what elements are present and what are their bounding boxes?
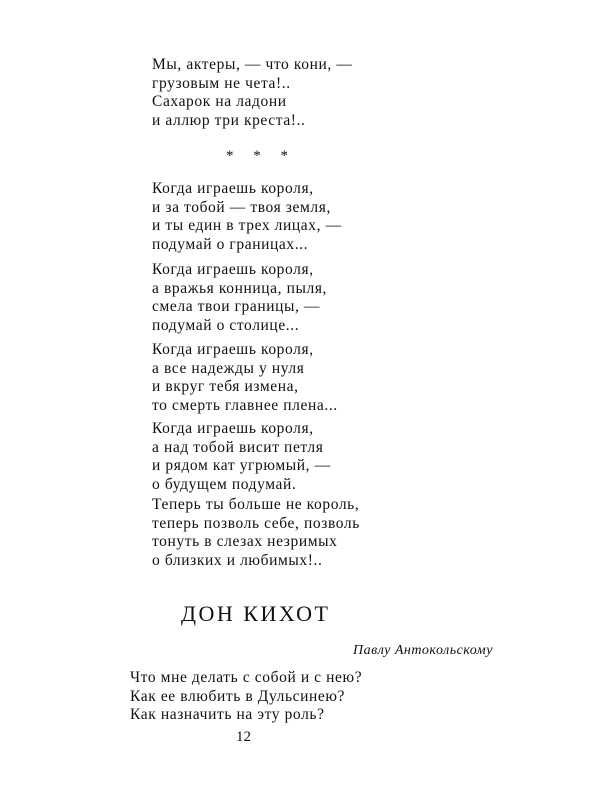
verse-line: и аллюр три креста!.. <box>152 111 306 129</box>
page-number: 12 <box>236 729 251 745</box>
verse-line: и за тобой — твоя земля, <box>152 198 331 216</box>
verse-line: Когда играешь короля, <box>152 341 314 358</box>
verse-line: подумай о столице... <box>152 316 300 334</box>
verse-line: и рядом кат угрюмый, — <box>152 457 331 475</box>
stanza-5 <box>152 420 331 494</box>
verse-line: а все надежды у нуля <box>152 359 305 377</box>
stanza-4 <box>152 341 338 415</box>
stanza-2 <box>152 180 342 254</box>
verse-line: о близких и любимых!.. <box>152 551 323 569</box>
section-separator: * * * <box>226 148 296 164</box>
verse-line: подумай о границах... <box>152 235 309 253</box>
stanza-6 <box>152 496 360 570</box>
verse-line: Когда играешь короля, <box>152 420 314 437</box>
verse-line: и вкруг тебя измена, <box>152 378 299 396</box>
verse-line: о будущем подумай. <box>152 475 297 493</box>
verse-line: то смерть главнее плена... <box>152 396 338 414</box>
verse-line: а вражья конница, пыля, <box>152 279 328 297</box>
verse-line: Теперь ты больше не король, <box>152 496 360 513</box>
verse-line: тонуть в слезах незримых <box>152 533 338 551</box>
poem-title: ДОН КИХОТ <box>181 601 331 626</box>
stanza-7 <box>130 669 362 725</box>
verse-line: а над тобой висит петля <box>152 438 324 456</box>
verse-line: Как ее влюбить в Дульсинею? <box>130 687 346 705</box>
dedication: Павлу Антокольскому <box>353 643 493 658</box>
verse-line: Сахарок на ладони <box>152 93 287 111</box>
verse-line: Что мне делать с собой и с нею? <box>130 669 363 686</box>
verse-line: грузовым не чета!.. <box>152 74 291 92</box>
stanza-3 <box>152 261 327 335</box>
verse-line: и ты един в трех лицах, — <box>152 217 342 235</box>
verse-line: теперь позволь себе, позволь <box>152 514 360 532</box>
verse-line: смела твои границы, — <box>152 298 321 316</box>
verse-line: Как назначить на эту роль? <box>130 706 325 724</box>
stanza-1 <box>152 56 352 130</box>
verse-line: Когда играешь короля, <box>152 261 314 278</box>
verse-line: Мы, актеры, — что кони, — <box>152 56 353 73</box>
verse-line: Когда играешь короля, <box>152 180 314 197</box>
